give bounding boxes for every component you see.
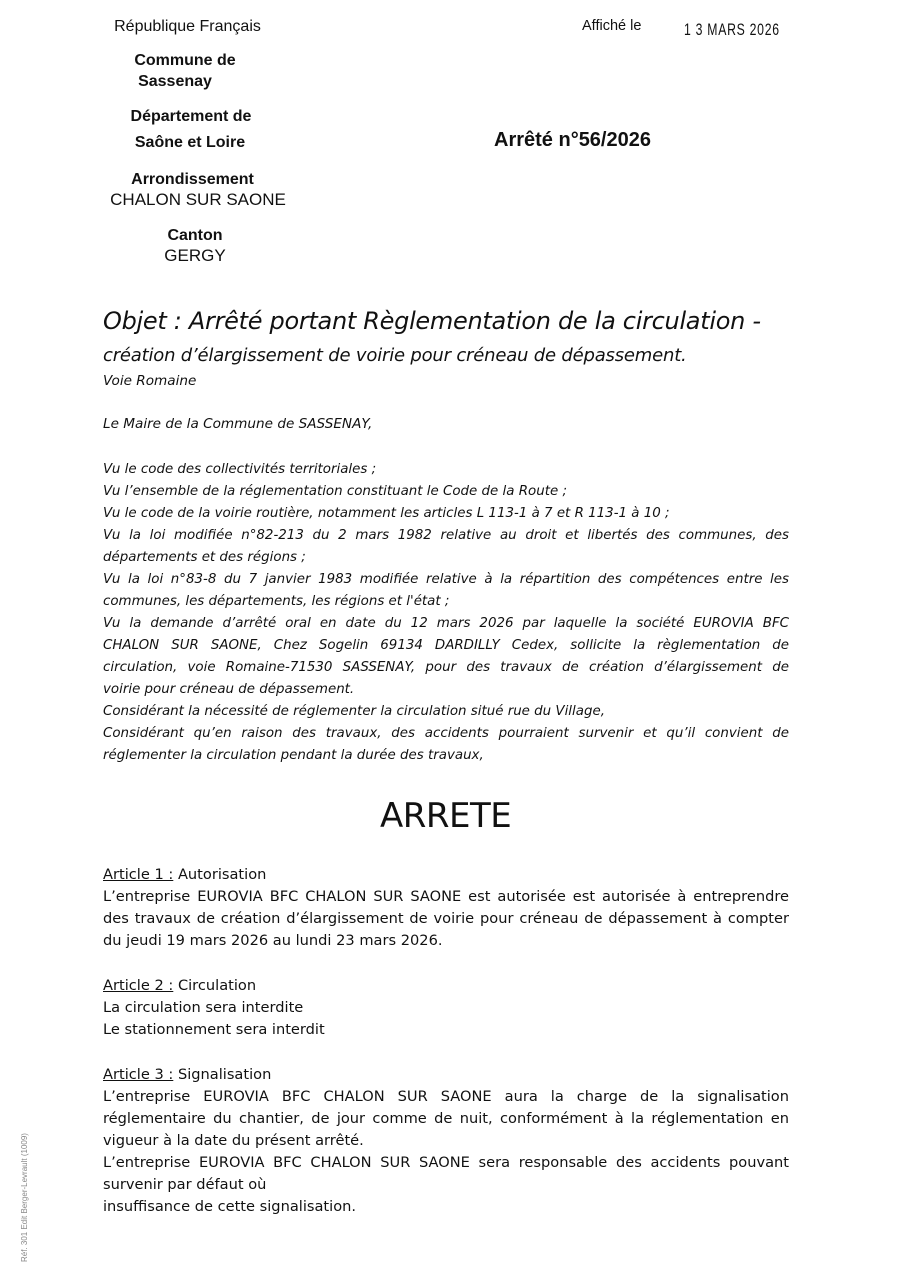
arrondissement-name: CHALON SUR SAONE [110, 190, 286, 209]
side-note: Réf. 301 Edit Berger-Levrault (1009) [20, 1133, 29, 1262]
article-title: Circulation [177, 977, 257, 994]
departement-label: Département de [130, 108, 252, 125]
article-2 [103, 975, 789, 1041]
consideration-line: communes, les départements, les régions et l'état ; [103, 594, 450, 609]
object-line-3: Voie Romaine [103, 373, 197, 389]
article-label: Article 1 : [103, 866, 174, 883]
article-line: réglementaire du chantier, de jour comme de nuit, conformément à la réglementation en [103, 1110, 789, 1127]
article-label: Article 2 : [103, 977, 174, 994]
article-line: L’entreprise EUROVIA BFC CHALON SUR SAONE sera responsable des accidents pouvant [103, 1154, 789, 1171]
article-title: Signalisation [177, 1066, 272, 1083]
consideration-line: Vu l’ensemble de la réglementation constituant le Code de la Route ; [103, 484, 567, 499]
consideration-line: Considérant qu’en raison des travaux, des accidents pourraient survenir et qu’il convient de [103, 726, 789, 741]
article-line: survenir par défaut où [103, 1176, 267, 1193]
article-line: La circulation sera interdite [103, 999, 304, 1016]
article-line: du jeudi 19 mars 2026 au lundi 23 mars 2026. [103, 932, 443, 949]
departement-name: Saône et Loire [134, 134, 246, 151]
consideration-line: voirie pour créneau de dépassement. [103, 682, 355, 697]
consideration-line: réglementer la circulation pendant la durée des travaux, [103, 748, 484, 763]
consideration-line: Vu la loi n°83-8 du 7 janvier 1983 modifiée relative à la répartition des compétences entre les [103, 572, 789, 587]
commune-name: Sassenay [138, 73, 212, 90]
article-line: L’entreprise EUROVIA BFC CHALON SUR SAONE aura la charge de la signalisation [103, 1088, 789, 1105]
consideration-line: CHALON SUR SAONE, Chez Sogelin 69134 DARDILLY Cedex, sollicite la règlementation de [103, 638, 789, 653]
arrondissement-label: Arrondissement [131, 171, 254, 188]
article-line: des travaux de création d’élargissement de voirie pour créneau de dépassement à compter [103, 910, 789, 927]
consideration-line: Vu le code des collectivités territoriales ; [103, 462, 377, 477]
consideration-line: Vu la loi modifiée n°82-213 du 2 mars 1982 relative au droit et libertés des communes, des [103, 528, 789, 543]
article-3 [103, 1064, 789, 1218]
posted-date-stamp: 1 3 MARS 2026 [684, 20, 780, 39]
posted-label: Affiché le [582, 18, 642, 34]
canton-label: Canton [167, 227, 223, 244]
article-line: Le stationnement sera interdit [103, 1021, 325, 1038]
consideration-line: Considérant la nécessité de réglementer la circulation situé rue du Village, [103, 704, 605, 719]
decree-number: Arrêté n°56/2026 [494, 129, 651, 151]
article-label: Article 3 : [103, 1066, 174, 1083]
consideration-line: Vu le code de la voirie routière, notamment les articles L 113-1 à 7 et R 113-1 à 10 ; [103, 506, 670, 521]
canton-name: GERGY [164, 246, 226, 265]
republic-label: République Français [114, 18, 261, 35]
object-line-1: Objet : Arrêté portant Règlementation de la circulation - [103, 307, 761, 335]
article-1 [103, 864, 789, 952]
considerations-block [103, 459, 789, 767]
object-line-2: création d’élargissement de voirie pour créneau de dépassement. [103, 345, 687, 366]
consideration-line: Vu la demande d’arrêté oral en date du 12 mars 2026 par laquelle la société EUROVIA BFC [103, 616, 789, 631]
article-line: insuffisance de cette signalisation. [103, 1198, 357, 1215]
mayor-intro: Le Maire de la Commune de SASSENAY, [103, 416, 373, 432]
commune-label: Commune de [134, 52, 236, 69]
article-line: L’entreprise EUROVIA BFC CHALON SUR SAONE est autorisée est autorisée à entreprendre [103, 888, 789, 905]
article-title: Autorisation [177, 866, 267, 883]
arrete-heading: ARRETE [380, 796, 512, 836]
article-line: vigueur à la date du présent arrêté. [103, 1132, 364, 1149]
consideration-line: circulation, voie Romaine-71530 SASSENAY, pour des travaux de création d’élargissement de [103, 660, 789, 675]
consideration-line: départements et des régions ; [103, 550, 306, 565]
